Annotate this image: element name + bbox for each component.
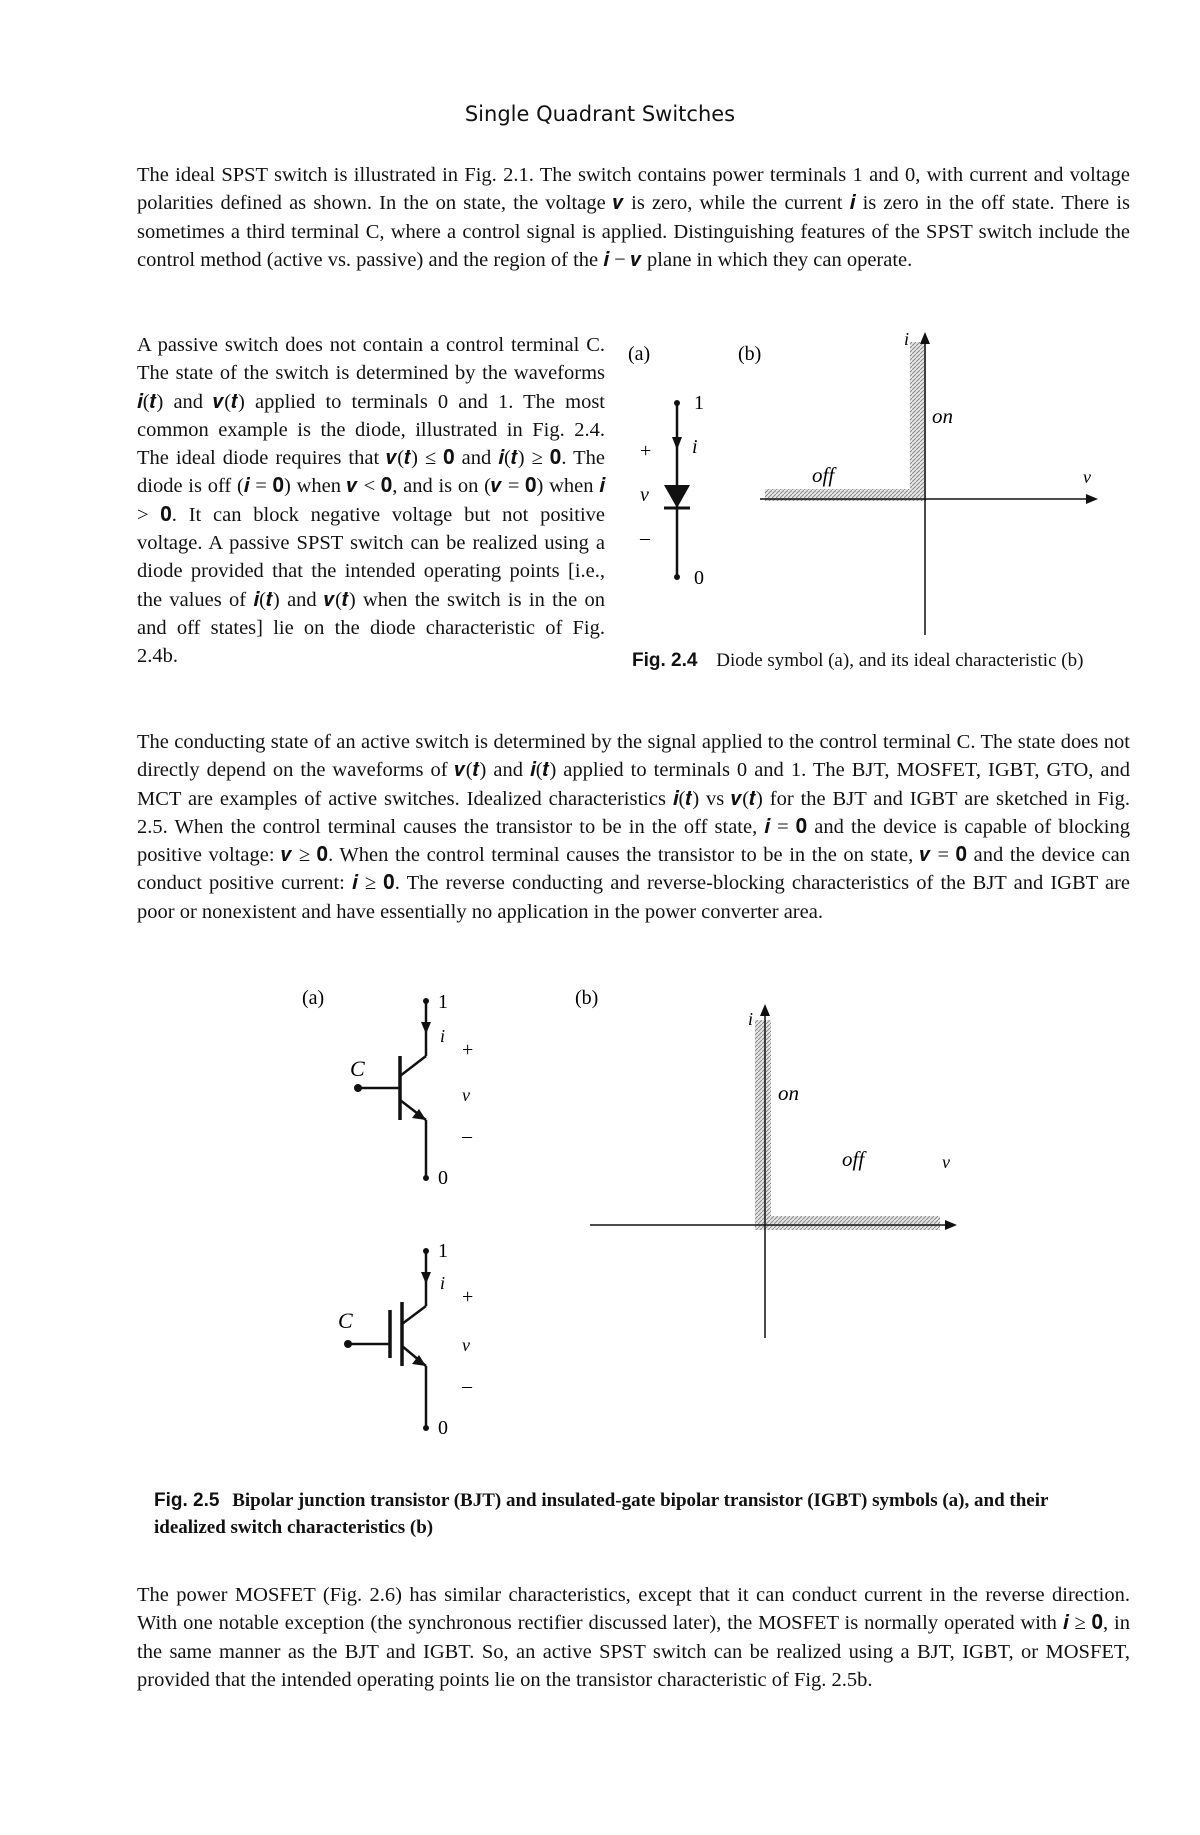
fig25-axis-v-arrow-icon	[945, 1220, 957, 1230]
page-title: Single Quadrant Switches	[464, 102, 736, 126]
bjt-control-label: C	[350, 1056, 365, 1081]
bjt-voltage-label: v	[462, 1085, 470, 1105]
fig25-caption-text: Bipolar junction transistor (BJT) and insulated-gate bipolar transistor (IGBT) symbols (a), and their idealized switch characteristics (b)	[154, 1490, 1049, 1538]
axis-i-arrow-icon	[920, 332, 930, 344]
fig24-caption	[632, 647, 1152, 674]
igbt-plus: +	[462, 1286, 474, 1308]
axis-v-arrow-icon	[1086, 494, 1098, 504]
bjt-terminal-1: 1	[438, 991, 448, 1013]
figure-2-4	[620, 330, 1120, 700]
bjt-terminal-0: 0	[438, 1167, 448, 1189]
fig25-label-a: (a)	[302, 987, 325, 1009]
transistor-characteristic-plot	[590, 1004, 957, 1338]
fig24-axis-i: i	[904, 330, 910, 349]
fig24-minus: –	[640, 527, 650, 549]
paragraph-power-mosfet: The power MOSFET (Fig. 2.6) has similar characteristics, except that it can conduct current in the reverse direction. With one notable exception (the synchronous rectifier discussed later), the MOSFET is normally operated with 𝒊 ≥ 𝟎, in the same manner as the BJT and IGBT. So, an active SPST switch can be realized using a BJT, IGBT, or MOSFET, provided that the intended operating points lie on the transistor characteristic of Fig. 2.5b.	[137, 1584, 1130, 1691]
fig24-caption-text: Diode symbol (a), and its ideal characteristic (b)	[716, 650, 1084, 671]
igbt-voltage-label: v	[462, 1335, 470, 1355]
diode-symbol	[664, 400, 690, 580]
bjt-minus: –	[462, 1125, 472, 1147]
fig24-current-label: i	[692, 436, 698, 458]
fig24-caption-number: Fig. 2.4	[632, 650, 698, 671]
fig25-axis-i-arrow-icon	[760, 1004, 770, 1016]
igbt-minus: –	[462, 1375, 472, 1397]
fig24-label-a: (a)	[628, 343, 651, 365]
igbt-symbol	[344, 1248, 431, 1431]
igbt-current-label: i	[440, 1273, 446, 1293]
fig24-terminal-1: 1	[694, 392, 704, 414]
fig25-axis-v: v	[942, 1152, 950, 1172]
paragraph-passive-switch: A passive switch does not contain a control terminal C. The state of the switch is determined by the waveforms 𝒊(𝒕) and 𝒗(𝒕) applied to terminals 0 and 1. The most common example is the diode, illustrated in Fig. 2.4. The ideal diode requires that 𝒗(𝒕) ≤ 𝟎 and 𝒊(𝒕) ≥ 𝟎. The diode is off (𝒊 = 𝟎) when 𝒗 < 𝟎, and is on (𝒗 = 𝟎) when 𝒊 > 𝟎. It can block negative voltage but not positive voltage. A passive SPST switch can be realized using a diode provided that the intended operating points [i.e., the values of 𝒊(𝒕) and 𝒗(𝒕) when the switch is in the on and off states] lie on the diode characteristic of Fig. 2.4b.	[137, 334, 605, 668]
igbt-terminal-1: 1	[438, 1240, 448, 1262]
fig25-caption-number: Fig. 2.5	[154, 1490, 220, 1511]
fig25-off-label: off	[842, 1147, 865, 1171]
bjt-current-label: i	[440, 1026, 446, 1046]
current-arrow-icon	[672, 437, 682, 450]
bjt-plus: +	[462, 1039, 474, 1061]
fig24-off-label: off	[812, 463, 835, 487]
fig25-axis-i: i	[748, 1009, 754, 1029]
igbt-control-label: C	[338, 1308, 353, 1333]
fig24-label-b: (b)	[738, 343, 762, 365]
paragraph-spst-intro: The ideal SPST switch is illustrated in Fig. 2.1. The switch contains power terminals 1 and 0, with current and voltage polarities defined as shown. In the on state, the voltage 𝒗 is zero, while the current 𝒊 is zero in the off state. There is sometimes a third terminal C, where a control signal is applied. Distinguishing features of the SPST switch include the control method (active vs. passive) and the region of the 𝒊 − 𝒗 plane in which they can operate.	[137, 164, 1130, 271]
figure-2-5	[290, 980, 990, 1450]
fig24-on-label: on	[932, 404, 953, 428]
fig24-plus: +	[640, 440, 652, 462]
diode-characteristic-plot	[760, 332, 1098, 635]
bjt-symbol	[354, 998, 431, 1181]
fig25-caption	[154, 1487, 1114, 1541]
fig24-axis-v: v	[1083, 467, 1091, 487]
fig25-on-label: on	[778, 1081, 799, 1105]
igbt-current-arrow-icon	[421, 1272, 431, 1284]
paragraph-active-switch: The conducting state of an active switch is determined by the signal applied to the control terminal C. The state does not directly depend on the waveforms of 𝒗(𝒕) and 𝒊(𝒕) applied to terminals 0 and 1. The BJT, MOSFET, IGBT, GTO, and MCT are examples of active switches. Idealized characteristics 𝒊(𝒕) vs 𝒗(𝒕) for the BJT and IGBT are sketched in Fig. 2.5. When the control terminal causes the transistor to be in the off state, 𝒊 = 𝟎 and the device is capable of blocking positive voltage: 𝒗 ≥ 𝟎. When the control terminal causes the transistor to be in the on state, 𝒗 = 𝟎 and the device can conduct positive current: 𝒊 ≥ 𝟎. The reverse conducting and reverse-blocking characteristics of the BJT and IGBT are poor or nonexistent and have essentially no application in the power converter area.	[137, 731, 1130, 923]
fig24-voltage-label: v	[640, 484, 649, 506]
fig25-label-b: (b)	[575, 987, 599, 1009]
diode-triangle-icon	[664, 485, 690, 508]
bjt-current-arrow-icon	[421, 1022, 431, 1034]
igbt-terminal-0: 0	[438, 1417, 448, 1439]
fig24-terminal-0: 0	[694, 567, 704, 589]
